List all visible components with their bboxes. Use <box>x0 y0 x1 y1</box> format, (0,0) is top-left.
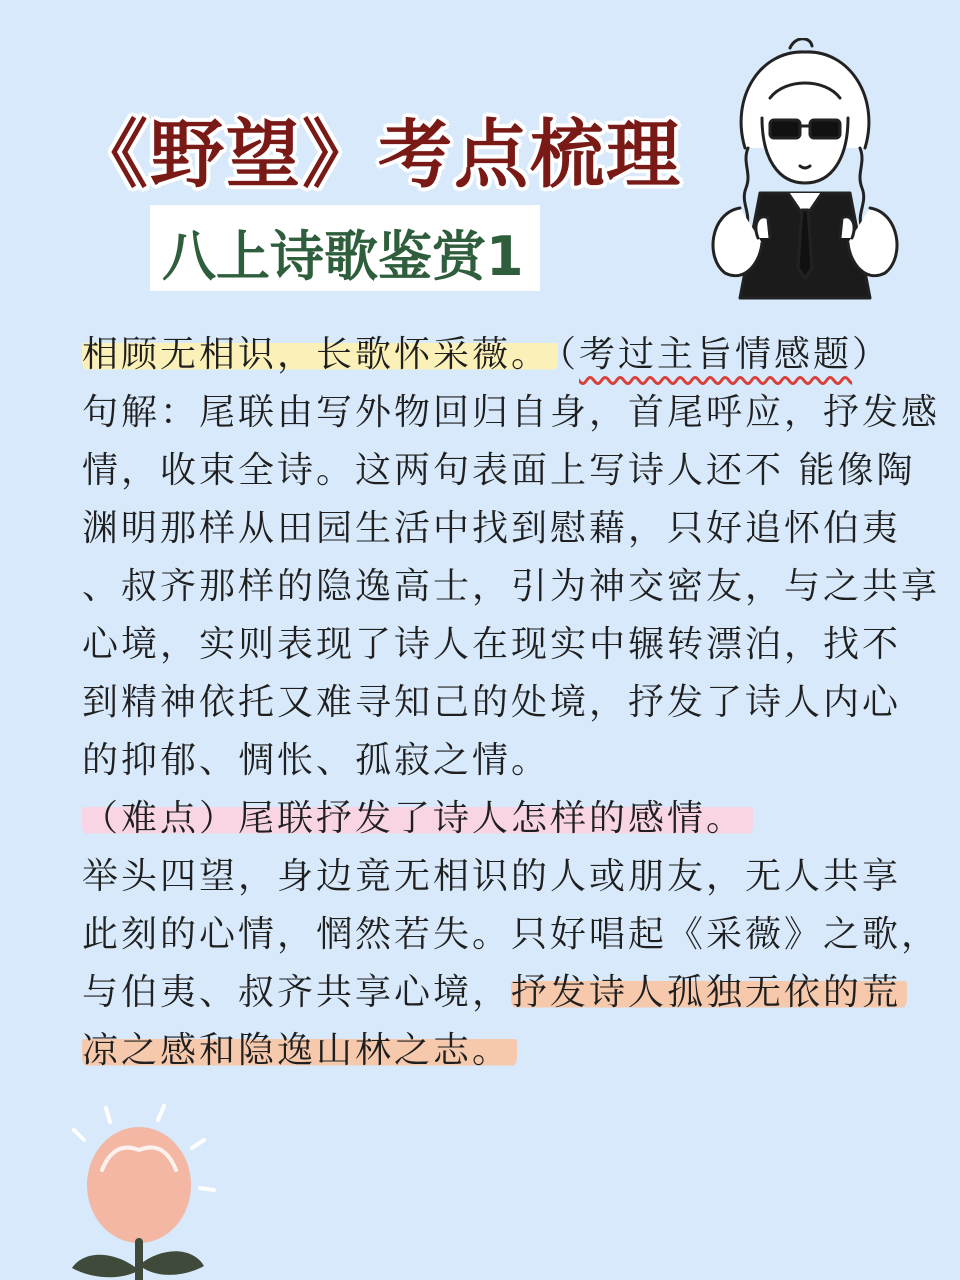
page-title: 《野望》考点梳理 <box>74 112 682 198</box>
question-line <box>82 790 882 848</box>
highlighted-answer: 凉之感和隐逸山林之志。 <box>82 1030 517 1071</box>
paren-open: （ <box>558 334 580 375</box>
analysis-line: 渊明那样从田园生活中找到慰藉，只好追怀伯夷 <box>82 508 902 549</box>
highlighted-answer: 抒发诗人孤独无依的荒 <box>511 972 907 1013</box>
peach-tulip-flower-icon <box>54 1100 224 1280</box>
line-1 <box>82 326 892 384</box>
answer-line <box>82 1022 882 1080</box>
content-body <box>82 326 941 1080</box>
analysis-line: 、叔齐那样的隐逸高士，引为神交密友，与之共享 <box>82 566 941 607</box>
answer-line: 此刻的心情，惘然若失。只好唱起《采薇》之歌， <box>82 914 941 955</box>
analysis-line: 心境，实则表现了诗人在现实中辗转漂泊，找不 <box>82 624 902 665</box>
analysis-line: 到精神依托又难寻知己的处境，抒发了诗人内心 <box>82 682 902 723</box>
answer-line <box>82 964 902 1022</box>
analysis-line: 情，收束全诗。这两句表面上写诗人还不 能像陶 <box>82 450 916 491</box>
answer-plain-text: 与伯夷、叔齐共享心境， <box>82 972 512 1013</box>
analysis-line: 的抑郁、惆怅、孤寂之情。 <box>82 740 551 781</box>
page-subtitle: 八上诗歌鉴赏1 <box>162 225 524 288</box>
girl-with-sunglasses-thumbs-up-icon <box>700 38 910 300</box>
exam-note: 考过主旨情感题 <box>579 334 853 375</box>
analysis-line: 句解：尾联由写外物回归自身，首尾呼应，抒发感 <box>82 392 941 433</box>
paren-close: ） <box>852 334 892 375</box>
answer-line: 举头四望，身边竟无相识的人或朋友，无人共享 <box>82 856 902 897</box>
difficult-question: （难点）尾联抒发了诗人怎样的感情。 <box>82 798 753 839</box>
highlighted-quote: 相顾无相识，长歌怀采薇。 <box>82 334 558 375</box>
